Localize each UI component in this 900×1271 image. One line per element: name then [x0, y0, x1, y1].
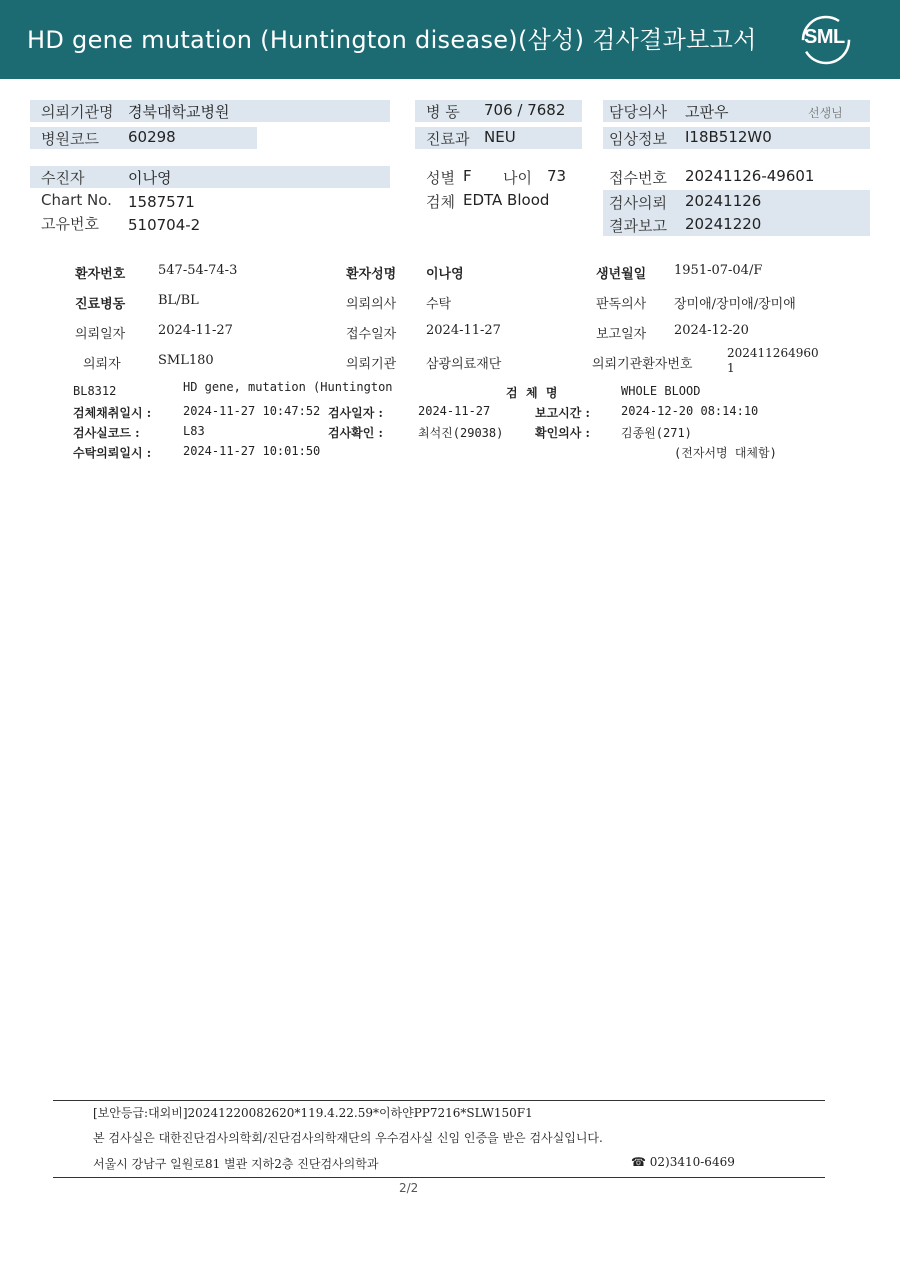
pt-inst-patient-line2: 1 [727, 361, 735, 375]
test-name: HD gene, mutation (Huntington [183, 380, 393, 394]
consign-label: 수탁의뢰일시 : [73, 446, 152, 460]
test-specimen-label: 검 체 명 [506, 386, 558, 400]
pt-requester: SML180 [158, 353, 214, 368]
pt-birth-label: 생년월일 [596, 267, 647, 282]
pt-patient-no-label: 환자번호 [75, 267, 126, 282]
specimen-label: 검체 [426, 193, 455, 211]
collect-value: 2024-11-27 10:47:52 [183, 404, 321, 418]
test-specimen: WHOLE BLOOD [621, 384, 701, 398]
test-date-label: 검사일자 : [328, 406, 383, 420]
pt-reading-doctor: 장미애/장미애/장미애 [674, 297, 796, 312]
lab-code-label: 검사실코드 : [73, 426, 140, 440]
doctor-label: 담당의사 [609, 103, 667, 121]
patient-value: 이나영 [128, 169, 172, 187]
age-value: 73 [547, 167, 567, 185]
confirm-doctor-label: 확인의사 : [535, 426, 590, 440]
pt-patient-no: 547-54-74-3 [158, 263, 238, 278]
pt-inst-patient-label: 의뢰기관환자번호 [592, 357, 693, 372]
report-label: 결과보고 [609, 217, 667, 235]
ward-value: 706 / 7682 [484, 101, 566, 119]
unique-label: 고유번호 [41, 215, 99, 233]
pt-recv-date-label: 접수일자 [346, 327, 397, 342]
receipt-value: 20241126-49601 [685, 167, 815, 185]
pt-inst-patient-line1: 202411264960 [727, 346, 819, 360]
receipt-label: 접수번호 [609, 169, 667, 187]
footer-bottom-rule [53, 1177, 825, 1178]
test-date-value: 2024-11-27 [418, 404, 491, 418]
sex-value: F [463, 167, 472, 185]
footer-certification: 본 검사실은 대한진단검사의학회/진단검사의학재단의 우수검사실 신임 인증을 받은 검사실입니다. [93, 1131, 603, 1145]
chart-label: Chart No. [41, 191, 112, 209]
specimen-value: EDTA Blood [463, 191, 550, 209]
dept-value: NEU [484, 128, 516, 146]
unique-value: 510704-2 [128, 216, 201, 234]
test-code: BL8312 [73, 384, 117, 398]
pt-req-date: 2024-11-27 [158, 323, 233, 338]
confirm-value: 최석진(29038) [418, 426, 504, 440]
report-time-label: 보고시간 : [535, 406, 590, 420]
pt-ward-label: 진료병동 [75, 297, 126, 312]
doctor-value: 고판우 [685, 103, 729, 121]
hospital-code-label: 병원코드 [41, 130, 99, 148]
pt-req-date-label: 의뢰일자 [75, 327, 126, 342]
footer-security: [보안등급:대외비]20241220082620*119.4.22.59*이하얀PP7216*SLW150F1 [93, 1106, 533, 1120]
age-label: 나이 [503, 169, 532, 187]
pt-req-doctor: 수탁 [426, 297, 452, 312]
footer-phone: ☎ 02)3410-6469 [631, 1155, 735, 1169]
pt-recv-date: 2024-11-27 [426, 323, 501, 338]
pt-report-date-label: 보고일자 [596, 327, 647, 342]
report-header [0, 0, 900, 79]
report-title: HD gene mutation (Huntington disease)(삼성) 검사결과보고서 [27, 26, 757, 54]
institution-value: 경북대학교병원 [128, 103, 230, 121]
confirm-doctor-value: 김종원(271) [621, 426, 692, 440]
request-label: 검사의뢰 [609, 194, 667, 212]
collect-label: 검체채취일시 : [73, 406, 152, 420]
report-time-value: 2024-12-20 08:14:10 [621, 404, 759, 418]
chart-value: 1587571 [128, 193, 195, 211]
pt-req-inst-label: 의뢰기관 [346, 357, 397, 372]
dept-label: 진료과 [426, 130, 470, 148]
confirm-label: 검사확인 : [328, 426, 383, 440]
footer-address: 서울시 강남구 일원로81 별관 지하2층 진단검사의학과 [93, 1157, 379, 1171]
hospital-code-value: 60298 [128, 128, 176, 146]
institution-label: 의뢰기관명 [41, 103, 114, 121]
ward-label: 병 동 [426, 103, 460, 121]
sml-logo-text: SML [804, 26, 845, 48]
page-number: 2/2 [399, 1181, 419, 1195]
footer-top-rule [53, 1100, 825, 1101]
patient-label: 수진자 [41, 169, 85, 187]
pt-report-date: 2024-12-20 [674, 323, 749, 338]
pt-req-inst: 삼광의료재단 [426, 357, 502, 372]
doctor-suffix: 선생님 [808, 106, 843, 120]
sex-label: 성별 [426, 169, 455, 187]
pt-ward: BL/BL [158, 293, 199, 308]
consign-value: 2024-11-27 10:01:50 [183, 444, 321, 458]
report-value: 20241220 [685, 215, 762, 233]
pt-req-doctor-label: 의뢰의사 [346, 297, 397, 312]
pt-birth: 1951-07-04/F [674, 263, 763, 278]
clinical-label: 임상정보 [609, 130, 667, 148]
clinical-value: I18B512W0 [685, 128, 772, 146]
signature-note: (전자서명 대체함) [674, 446, 777, 460]
pt-requester-label: 의뢰자 [83, 357, 121, 372]
lab-code-value: L83 [183, 424, 205, 438]
pt-patient-name-label: 환자성명 [346, 267, 397, 282]
pt-patient-name: 이나영 [426, 267, 464, 282]
pt-reading-doctor-label: 판독의사 [596, 297, 647, 312]
request-value: 20241126 [685, 192, 762, 210]
